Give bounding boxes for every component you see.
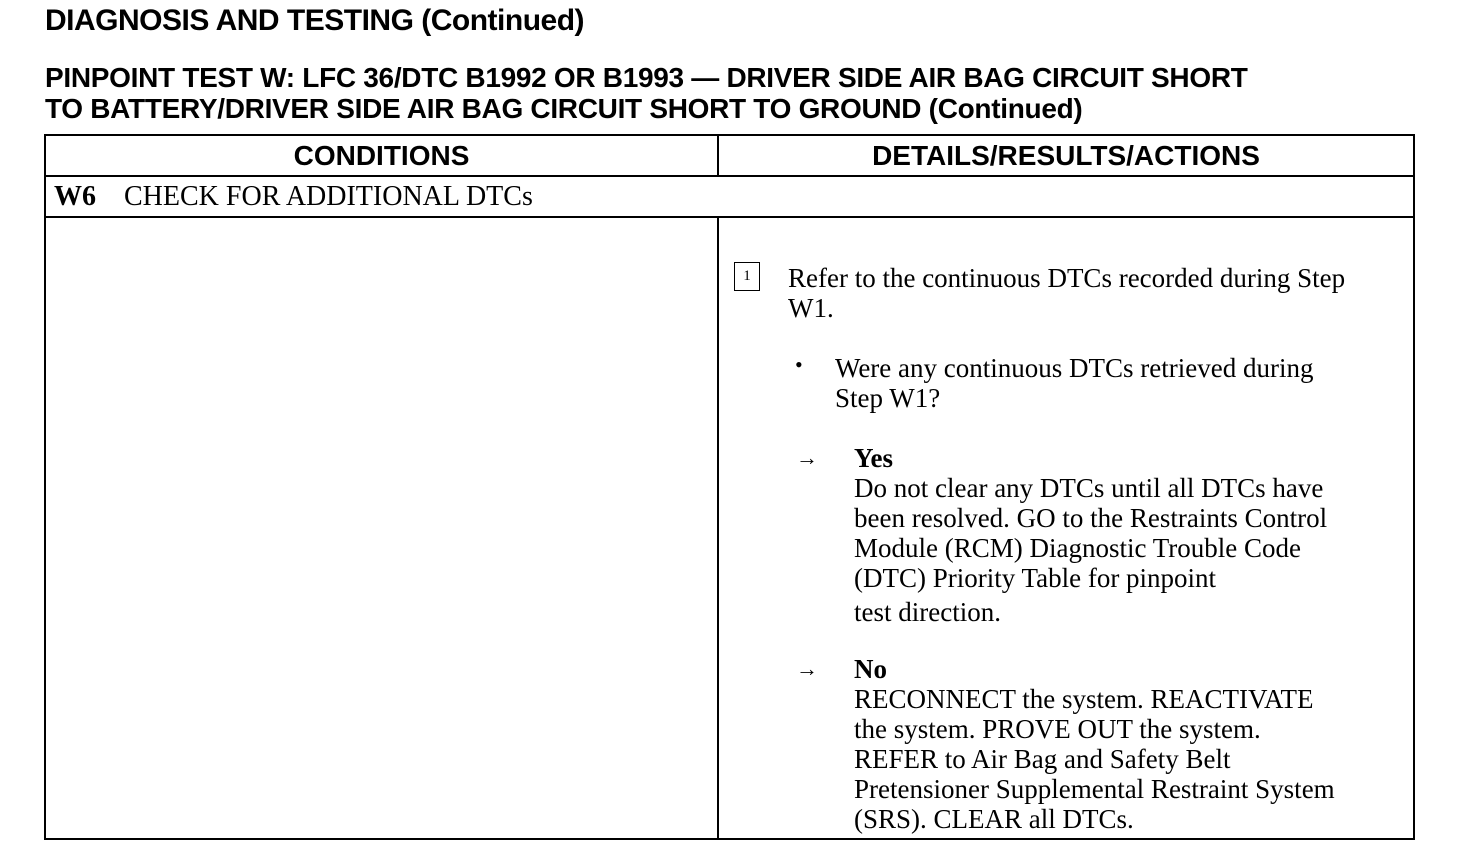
action-line-2: W1. [788,293,834,323]
yes-line: Module (RCM) Diagnostic Trouble Code [854,533,1302,563]
yes-label: Yes [854,443,893,473]
right-arrow-icon: → [796,445,818,470]
yes-line: test direction. [854,597,1001,627]
question-line-1: Were any continuous DTCs retrieved during [835,353,1314,383]
no-result [854,654,1335,834]
step-title: CHECK FOR ADDITIONAL DTCs [124,181,533,212]
question-line-2: Step W1? [835,383,941,413]
details-column-header: DETAILS/RESULTS/ACTIONS [872,140,1260,171]
yes-line: been resolved. GO to the Restraints Control [854,503,1328,533]
yes-result [854,443,1327,627]
pinpoint-test-table [44,134,1415,840]
question-text [835,353,1313,413]
action-instruction [788,263,1345,323]
no-label: No [854,654,887,684]
no-line: RECONNECT the system. REACTIVATE [854,684,1314,714]
section-title: DIAGNOSIS AND TESTING (Continued) [45,4,585,37]
step-id: W6 [54,181,96,212]
test-title-line-1: PINPOINT TEST W: LFC 36/DTC B1992 OR B1993 — DRIVER SIDE AIR BAG CIRCUIT SHORT [45,62,1248,93]
yes-line: Do not clear any DTCs until all DTCs have [854,473,1324,503]
step-row-divider [46,216,1413,218]
no-line: Pretensioner Supplemental Restraint System [854,774,1335,804]
no-line: REFER to Air Bag and Safety Belt [854,744,1231,774]
conditions-column-header: CONDITIONS [293,140,470,171]
right-arrow-icon: → [796,656,818,681]
pinpoint-test-title [45,62,1425,124]
no-line: (SRS). CLEAR all DTCs. [854,804,1134,834]
action-number-box: 1 [734,262,760,291]
step-heading [54,181,533,213]
yes-line: (DTC) Priority Table for pinpoint [854,563,1217,593]
action-line-1: Refer to the continuous DTCs recorded during Step [788,263,1346,293]
bullet-icon: • [795,352,803,377]
test-title-line-2: TO BATTERY/DRIVER SIDE AIR BAG CIRCUIT SHORT TO GROUND (Continued) [45,93,1083,124]
header-divider [46,175,1413,177]
body-column-divider [717,216,719,838]
no-line: the system. PROVE OUT the system. [854,714,1261,744]
